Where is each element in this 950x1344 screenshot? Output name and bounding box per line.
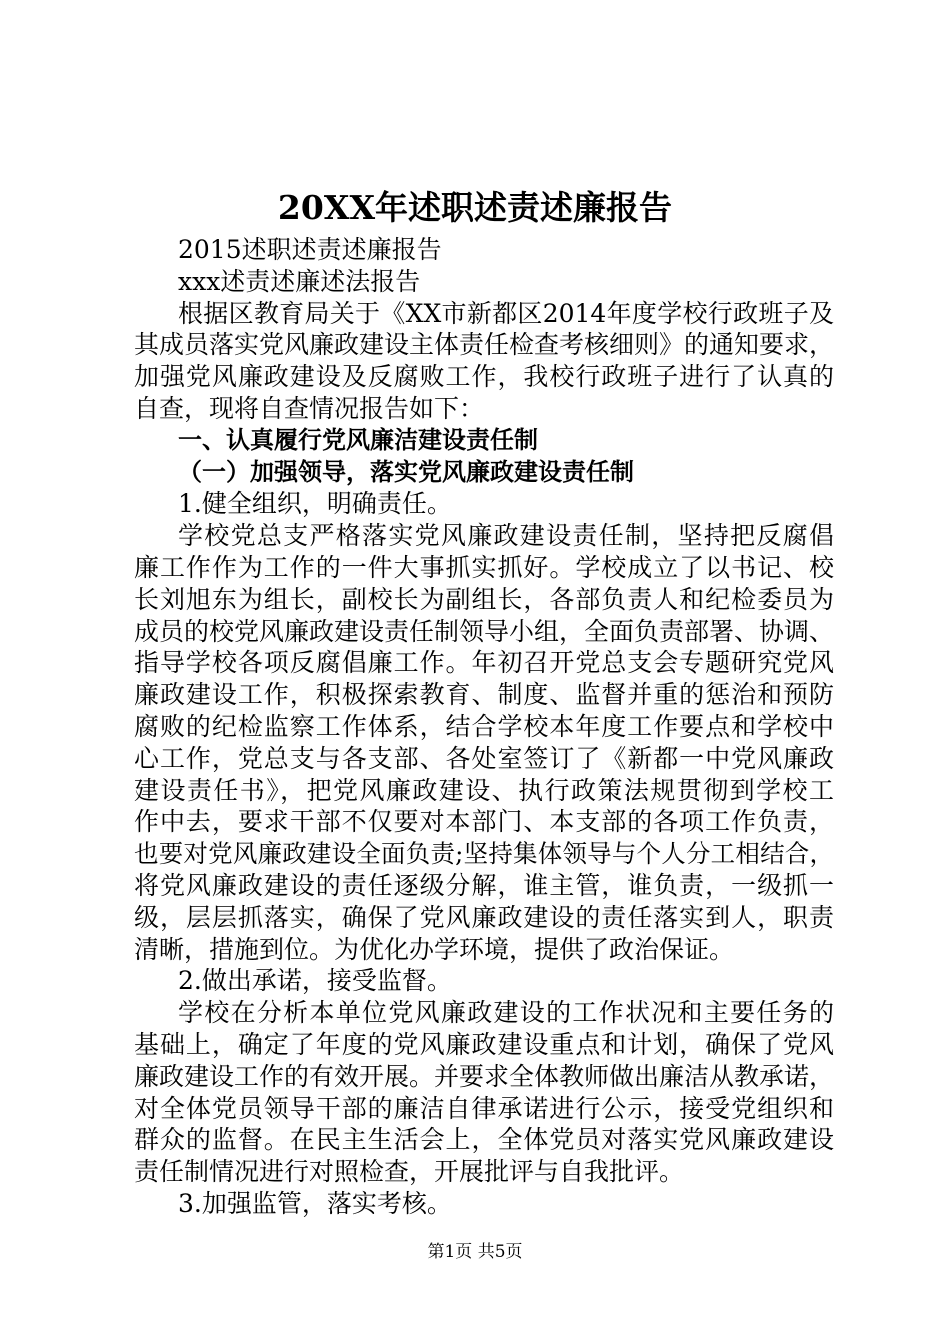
paragraph-line: 也要对党风廉政建设全面负责;坚持集体领导与个人分工相结合， bbox=[134, 839, 834, 869]
paragraph-line: 群众的监督。在民主生活会上，全体党员对落实党风廉政建设 bbox=[134, 1125, 834, 1155]
paragraph-line: 级，层层抓落实，确保了党风廉政建设的责任落实到人，职责 bbox=[134, 902, 834, 932]
paragraph-line: 廉工作作为工作的一件大事抓实抓好。学校成立了以书记、校 bbox=[134, 552, 834, 582]
paragraph-line: 廉政建设工作，积极探索教育、制度、监督并重的惩治和预防 bbox=[134, 680, 834, 710]
paragraph-line: 学校在分析本单位党风廉政建设的工作状况和主要任务的 bbox=[178, 998, 834, 1028]
paragraph-line: 指导学校各项反腐倡廉工作。年初召开党总支会专题研究党风 bbox=[134, 648, 834, 678]
paragraph-line: 廉政建设工作的有效开展。并要求全体教师做出廉洁从教承诺， bbox=[134, 1061, 835, 1091]
paragraph-line: 成员的校党风廉政建设责任制领导小组，全面负责部署、协调、 bbox=[134, 616, 835, 646]
paragraph-line: 将党风廉政建设的责任逐级分解，谁主管，谁负责，一级抓一 bbox=[134, 870, 834, 900]
section-heading: （一）加强领导，落实党风廉政建设责任制 bbox=[178, 457, 634, 486]
paragraph-line: 基础上，确定了年度的党风廉政建设重点和计划，确保了党风 bbox=[134, 1029, 834, 1059]
paragraph-line: 自查，现将自查情况报告如下： bbox=[134, 393, 485, 423]
paragraph-line: xxx述责述廉述法报告 bbox=[178, 266, 421, 296]
paragraph-line: 建设责任书》，把党风廉政建设、执行政策法规贯彻到学校工 bbox=[134, 775, 834, 805]
paragraph-line: 学校党总支严格落实党风廉政建设责任制，坚持把反腐倡 bbox=[178, 521, 834, 551]
section-heading: 一、认真履行党风廉洁建设责任制 bbox=[178, 425, 538, 454]
paragraph-line: 2.做出承诺，接受监督。 bbox=[178, 966, 452, 996]
paragraph-line: 长刘旭东为组长，副校长为副组长，各部负责人和纪检委员为 bbox=[134, 584, 834, 614]
document-body bbox=[134, 234, 834, 1220]
page-footer: 第1页 共5页 bbox=[427, 1242, 523, 1262]
paragraph-line: 1.健全组织，明确责任。 bbox=[178, 489, 452, 519]
paragraph-line: 腐败的纪检监察工作体系，结合学校本年度工作要点和学校中 bbox=[134, 711, 834, 741]
paragraph-line: 清晰，措施到位。为优化办学环境，提供了政治保证。 bbox=[134, 934, 735, 964]
paragraph-line: 加强党风廉政建设及反腐败工作，我校行政班子进行了认真的 bbox=[134, 362, 834, 392]
paragraph-line: 责任制情况进行对照检查，开展批评与自我批评。 bbox=[134, 1157, 685, 1187]
paragraph-line: 对全体党员领导干部的廉洁自律承诺进行公示，接受党组织和 bbox=[134, 1093, 834, 1123]
paragraph-line: 心工作，党总支与各支部、各处室签订了《新都一中党风廉政 bbox=[134, 743, 834, 773]
paragraph-line: 其成员落实党风廉政建设主体责任检查考核细则》的通知要求， bbox=[134, 330, 835, 360]
paragraph-line: 作中去，要求干部不仅要对本部门、本支部的各项工作负责， bbox=[134, 807, 834, 837]
document-title: 20XX年述职述责述廉报告 bbox=[277, 188, 673, 227]
paragraph-line: 2015述职述责述廉报告 bbox=[178, 235, 442, 264]
paragraph-line: 根据区教育局关于《XX市新都区2014年度学校行政班子及 bbox=[178, 298, 834, 328]
paragraph-line: 3.加强监管，落实考核。 bbox=[178, 1188, 452, 1218]
